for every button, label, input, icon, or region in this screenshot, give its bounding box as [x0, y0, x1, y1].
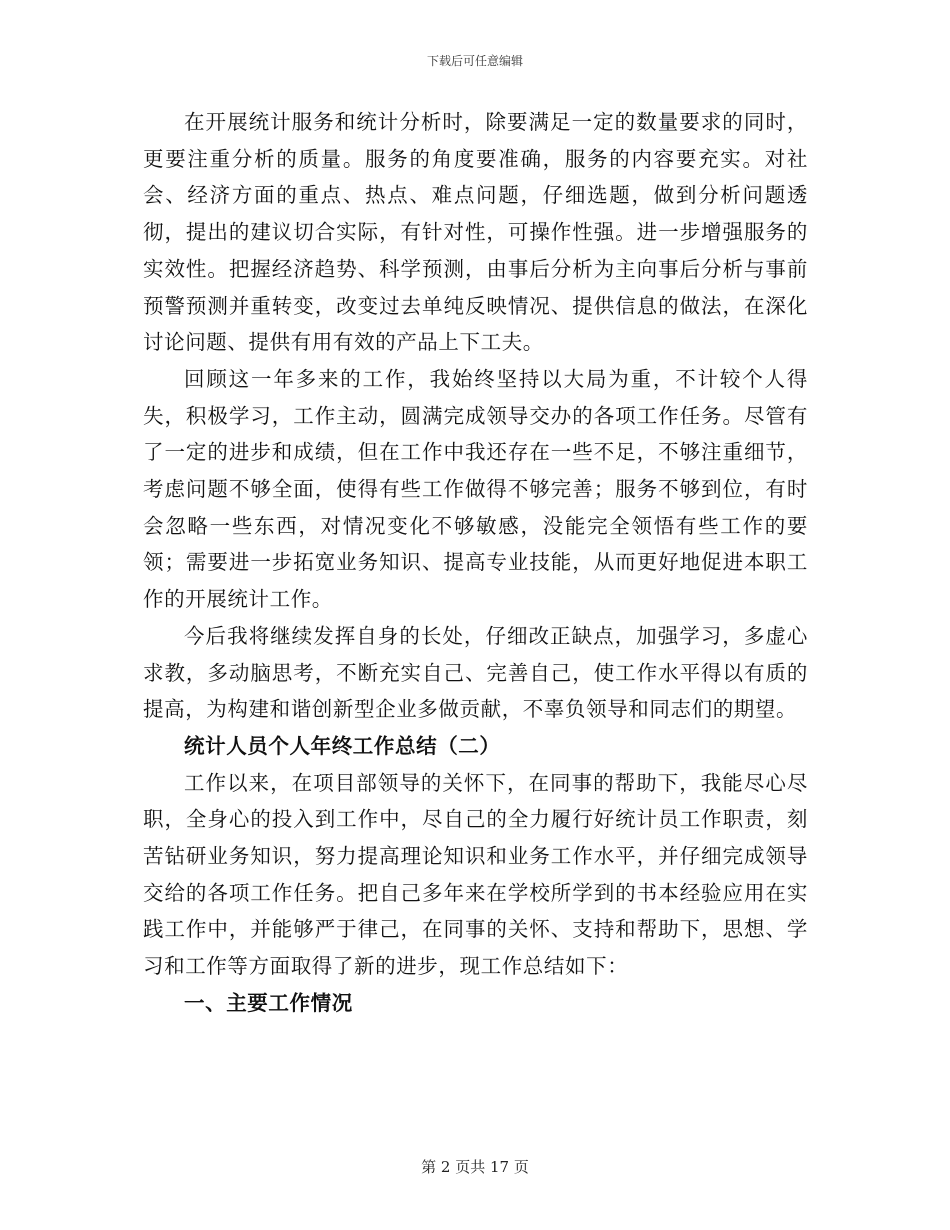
header-note: 下载后可任意编辑: [426, 54, 523, 68]
section-title: 统计人员个人年终工作总结（二）: [184, 733, 501, 758]
sub-heading: 一、主要工作情况: [184, 990, 353, 1015]
paragraph: 回顾这一年多来的工作，我始终坚持以大局为重，不计较个人得失，积极学习，工作主动，圆满完成领导交办的各项工作任务。尽管有了一定的进步和成绩，但在工作中我还存在一些不足，不够注重细节，考虑问题不够全面，使得有些工作做得不够完善；服务不够到位，有时会忽略一些东西，对情况变化不够敏感，没能完全领悟有些工作的要领；需要进一步拓宽业务知识、提高专业技能，从而更好地促进本职工作的开展统计工作。: [143, 366, 808, 612]
paragraph: 工作以来，在项目部领导的关怀下，在同事的帮助下，我能尽心尽职，全身心的投入到工作中，尽自己的全力履行好统计员工作职责，刻苦钻研业务知识，努力提高理论知识和业务工作水平，并仔细完成领导交给的各项工作任务。把自己多年来在学校所学到的书本经验应用在实践工作中，并能够严于律己，在同事的关怀、支持和帮助下，思想、学习和工作等方面取得了新的进步，现工作总结如下：: [143, 770, 808, 979]
paragraph: 今后我将继续发挥自身的长处，仔细改正缺点，加强学习，多虚心求教，多动脑思考，不断充实自己、完善自己，使工作水平得以有质的提高，为构建和谐创新型企业多做贡献，不辜负领导和同志们的期望。: [143, 623, 808, 722]
page-number-footer: 第 2 页共 17 页: [421, 1158, 529, 1176]
document-body: [143, 104, 808, 1022]
paragraph: 在开展统计服务和统计分析时，除要满足一定的数量要求的同时，更要注重分析的质量。服务的角度要准确，服务的内容要充实。对社会、经济方面的重点、热点、难点问题，仔细选题，做到分析问题透彻，提出的建议切合实际，有针对性，可操作性强。进一步增强服务的实效性。把握经济趋势、科学预测，由事后分析为主向事后分析与事前预警预测并重转变，改变过去单纯反映情况、提供信息的做法，在深化讨论问题、提供有用有效的产品上下工夫。: [143, 110, 808, 355]
